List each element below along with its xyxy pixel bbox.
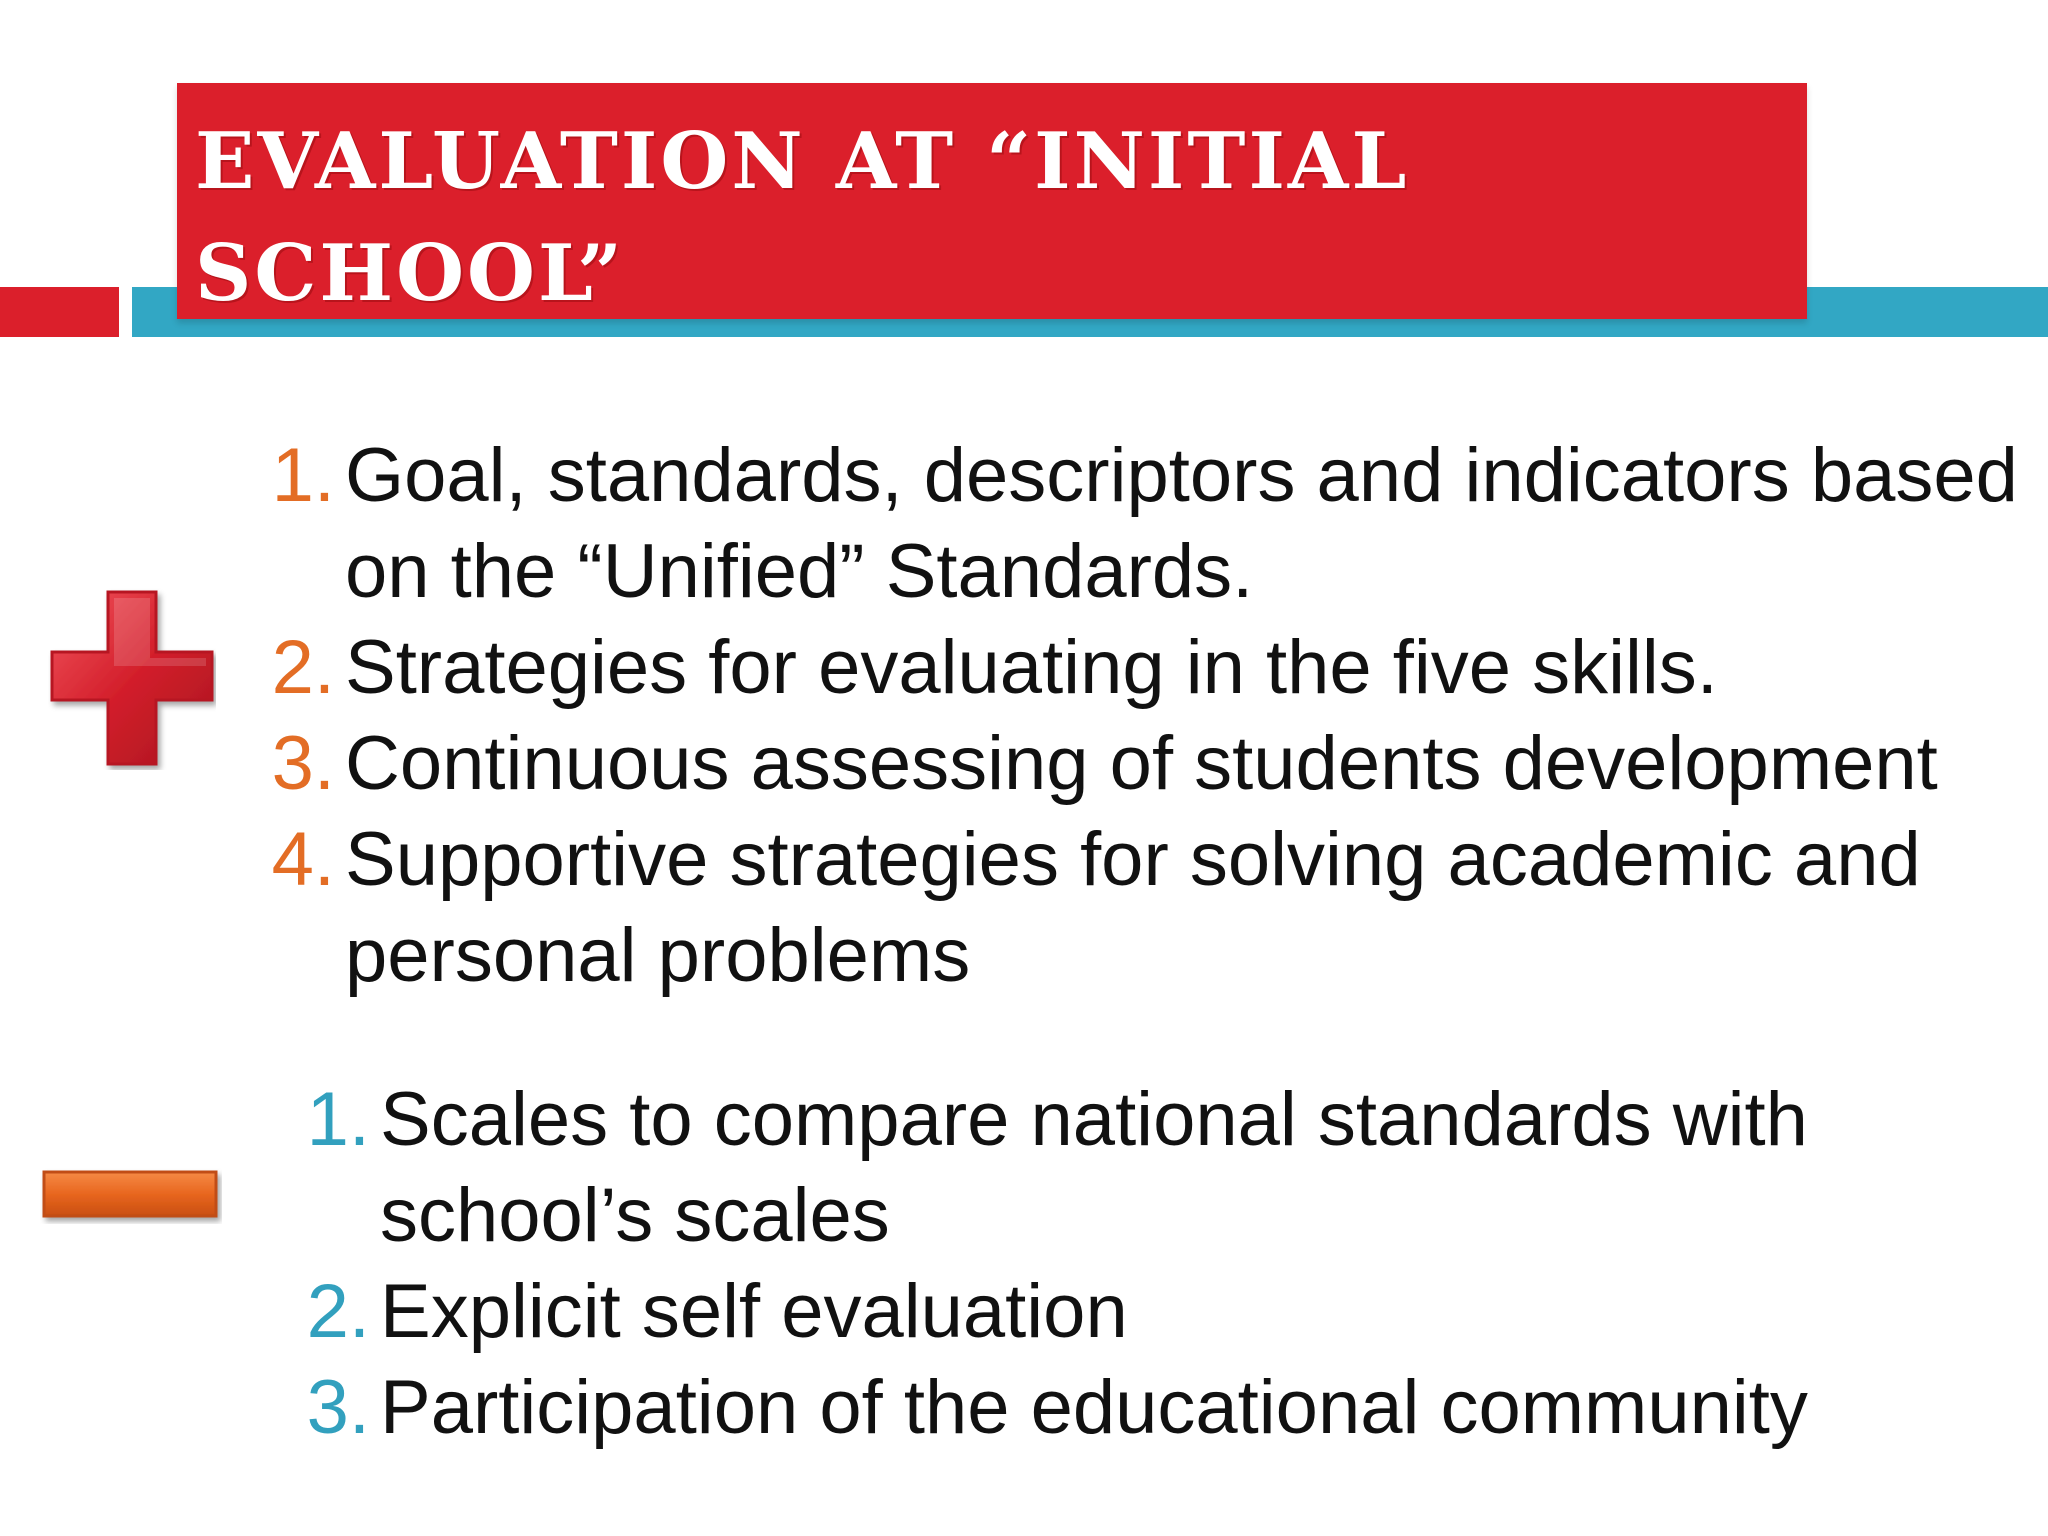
list-item [253, 620, 2033, 716]
list-item-number: 3. [306, 1365, 370, 1450]
list-item-text: Explicit self evaluation [380, 1269, 1128, 1354]
list-item [253, 812, 2033, 1004]
list-item-text: Scales to compare national standards with school’s scales [380, 1077, 1808, 1258]
list-item-number: 1. [306, 1077, 370, 1162]
list-item [288, 1264, 2028, 1360]
list-item-number: 2. [271, 625, 335, 710]
list-item-text: Strategies for evaluating in the five skills. [345, 625, 1718, 710]
list-item-text: Supportive strategies for solving academic and personal problems [345, 817, 1921, 998]
list-item-text: Continuous assessing of students development [345, 721, 1938, 806]
minus-icon [40, 1168, 222, 1224]
plus-icon [48, 588, 216, 770]
list-item-number: 2. [306, 1269, 370, 1354]
minus-list [288, 1072, 2028, 1456]
list-item [288, 1072, 2028, 1264]
list-item [253, 716, 2033, 812]
plus-list [253, 428, 2033, 1004]
list-item-number: 4. [271, 817, 335, 902]
list-item [253, 428, 2033, 620]
slide-title: EVALUATION AT “INITIAL SCHOOL” [195, 116, 1410, 319]
list-item-number: 1. [271, 433, 335, 518]
list-item-number: 3. [271, 721, 335, 806]
list-item-text: Goal, standards, descriptors and indicators based on the “Unified” Standards. [345, 433, 2018, 614]
left-accent-bar [0, 287, 119, 337]
list-item [288, 1360, 2028, 1456]
list-item-text: Participation of the educational community [380, 1365, 1808, 1450]
